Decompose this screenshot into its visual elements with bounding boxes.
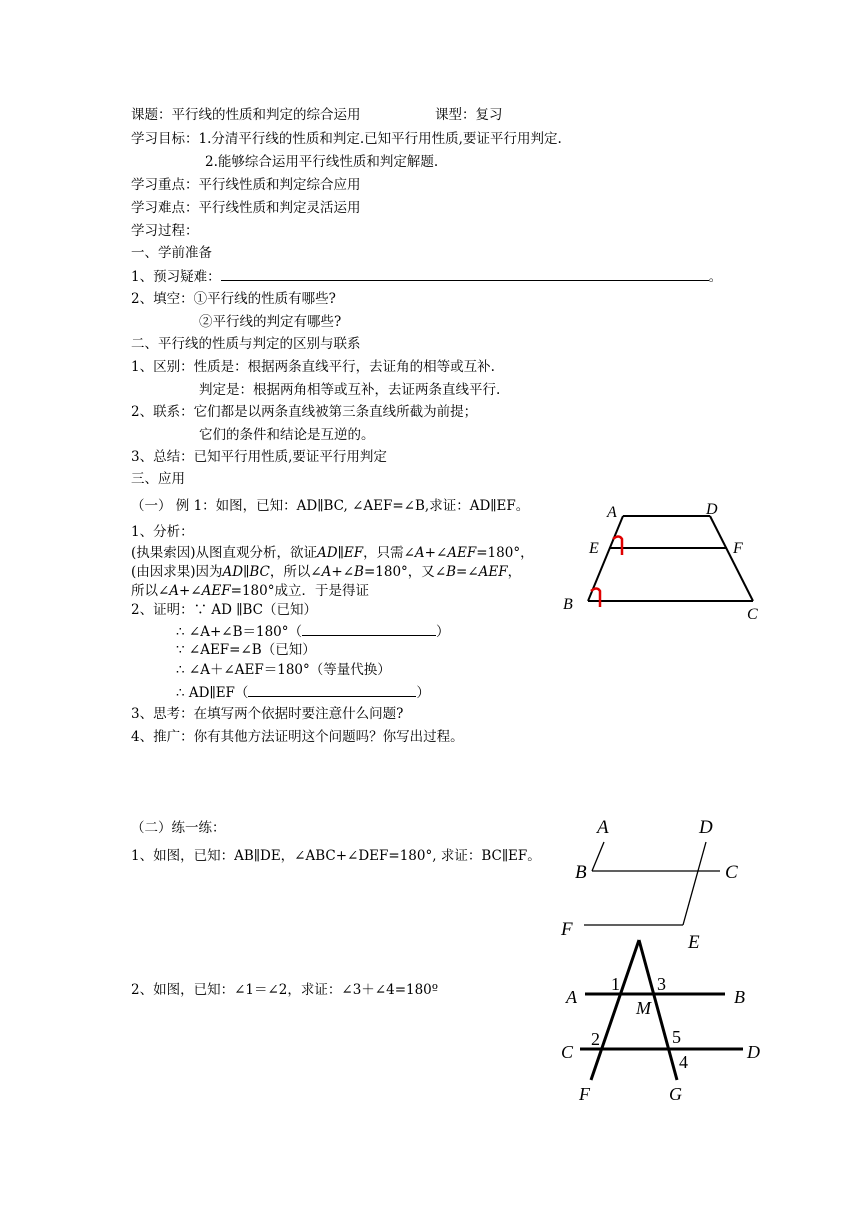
goals-label: 学习目标： bbox=[131, 131, 199, 147]
practice-title: （二）练一练： bbox=[131, 820, 226, 836]
figure-angles bbox=[555, 930, 775, 1110]
p1-post: ） bbox=[436, 624, 450, 640]
goal-1: 1.分清平行线的性质和判定.已知平行用性质,要证平行用判定. bbox=[198, 131, 562, 147]
label-a: A bbox=[566, 987, 577, 1007]
preview-blank[interactable] bbox=[221, 267, 709, 281]
label-c: C bbox=[561, 1042, 574, 1062]
a3-pre: 所以 bbox=[131, 583, 158, 599]
lesson-type: 课型：复习 bbox=[435, 107, 503, 123]
label-g: G bbox=[669, 1084, 682, 1104]
practice-question-1: 1、如图，已知：AB∥DE，∠ABC+∠DEF=180°, 求证：BC∥EF。 bbox=[131, 848, 541, 864]
a2-math-3: ∠B=∠AEF bbox=[434, 564, 508, 580]
goal-2: 2.能够综合运用平行线性质和判定解题. bbox=[205, 154, 439, 170]
label-c: C bbox=[747, 606, 758, 623]
p4-pre: ∴ AD∥EF（ bbox=[176, 685, 249, 701]
difficulty: 学习难点：平行线性质和判定灵活运用 bbox=[131, 200, 361, 216]
proof-step-2: ∵ ∠AEF=∠B（已知） bbox=[176, 642, 316, 658]
label-b: B bbox=[575, 862, 587, 883]
a2-mid-2: =180°，又 bbox=[363, 564, 435, 580]
label-b: B bbox=[734, 987, 745, 1007]
section-3-title: 三、应用 bbox=[131, 471, 185, 487]
label-f: F bbox=[733, 540, 743, 557]
label-c: C bbox=[725, 862, 738, 883]
fill-question-1: 2、填空：①平行线的性质有哪些? bbox=[131, 291, 336, 307]
label-angle-1: 1 bbox=[611, 974, 620, 994]
label-a: A bbox=[597, 817, 609, 838]
label-angle-2: 2 bbox=[591, 1029, 600, 1049]
label-e: E bbox=[688, 932, 700, 953]
label-d: D bbox=[706, 501, 718, 518]
reason-blank-1[interactable] bbox=[302, 622, 436, 636]
preview-label: 1、预习疑难： bbox=[131, 269, 221, 285]
difference-1: 1、区别：性质是：根据两条直线平行，去证角的相等或互补. bbox=[131, 359, 495, 375]
preview-question bbox=[131, 267, 722, 286]
label-f: F bbox=[579, 1084, 590, 1104]
label-d: D bbox=[747, 1042, 760, 1062]
difference-2: 判定是：根据两角相等或互补，去证两条直线平行. bbox=[199, 382, 501, 398]
analysis-line-1 bbox=[131, 544, 534, 562]
proof-step-1 bbox=[176, 622, 450, 641]
p4-post: ） bbox=[416, 685, 430, 701]
practice-question-2: 2、如图，已知：∠1＝∠2，求证：∠3＋∠4=180º bbox=[131, 982, 439, 998]
preview-end: 。 bbox=[708, 269, 723, 285]
a2-math-1: AD∥BC bbox=[222, 564, 270, 580]
label-e: E bbox=[589, 540, 599, 557]
think-question: 3、思考：在填写两个依据时要注意什么问题? bbox=[131, 706, 404, 722]
a2-math-2: ∠A+∠B bbox=[310, 564, 364, 580]
analysis-line-2 bbox=[131, 563, 521, 581]
goals-line-1 bbox=[131, 130, 562, 148]
angle-mark-b bbox=[591, 589, 600, 608]
connection-1: 2、联系：它们都是以两条直线被第三条直线所截为前提； bbox=[131, 404, 478, 420]
a2-post: ， bbox=[507, 564, 522, 580]
extend-question: 4、推广：你有其他方法证明这个问题吗？你写出过程。 bbox=[131, 729, 464, 745]
process-heading: 学习过程： bbox=[131, 223, 199, 239]
label-a: A bbox=[607, 504, 617, 521]
a1-math-1: AD∥EF bbox=[317, 545, 364, 561]
segment-de bbox=[683, 842, 706, 925]
label-angle-5: 5 bbox=[672, 1027, 681, 1047]
a1-post: =180°， bbox=[476, 545, 534, 561]
fill-question-2: ②平行线的判定有哪些? bbox=[199, 314, 342, 330]
proof-step-3: ∴ ∠A＋∠AEF＝180°（等量代换） bbox=[176, 662, 391, 678]
summary: 3、总结：已知平行用性质,要证平行用判定 bbox=[131, 449, 387, 465]
segment-dc bbox=[710, 516, 753, 601]
a1-math-2: ∠A+∠AEF bbox=[403, 545, 477, 561]
proof-step-4 bbox=[176, 683, 430, 702]
a1-pre: (执果索因)从图直观分析，欲证 bbox=[131, 545, 318, 561]
segment-ab bbox=[592, 842, 604, 871]
label-f: F bbox=[561, 919, 573, 940]
label-angle-4: 4 bbox=[679, 1052, 688, 1072]
reason-blank-2[interactable] bbox=[248, 683, 416, 697]
key-point: 学习重点：平行线性质和判定综合应用 bbox=[131, 177, 361, 193]
section-2-title: 二、平行线的性质与判定的区别与联系 bbox=[131, 336, 361, 352]
label-d: D bbox=[699, 817, 713, 838]
label-b: B bbox=[563, 596, 573, 613]
angle-mark-aef bbox=[613, 537, 622, 556]
a3-post: =180°成立．于是得证 bbox=[230, 583, 369, 599]
line-f bbox=[591, 940, 639, 1080]
a3-math-1: ∠A+∠AEF bbox=[158, 583, 231, 599]
example-1: （一） 例 1：如图，已知：AD∥BC, ∠AEF=∠B,求证：AD∥EF。 bbox=[131, 498, 530, 514]
analysis-title: 1、分析： bbox=[131, 524, 194, 540]
figure-trapezoid bbox=[555, 495, 775, 625]
p1-pre: ∴ ∠A+∠B＝180°（ bbox=[176, 624, 303, 640]
a2-mid: ，所以 bbox=[269, 564, 311, 580]
label-angle-3: 3 bbox=[657, 974, 666, 994]
a2-pre: (由因求果)因为 bbox=[131, 564, 223, 580]
connection-2: 它们的条件和结论是互逆的。 bbox=[199, 427, 375, 443]
a1-mid: ，只需 bbox=[363, 545, 404, 561]
proof-title: 2、证明：∵ AD ∥BC（已知） bbox=[131, 602, 317, 618]
label-m: M bbox=[636, 998, 651, 1018]
analysis-line-3 bbox=[131, 582, 369, 600]
section-1-title: 一、学前准备 bbox=[131, 245, 212, 261]
lesson-topic: 课题：平行线的性质和判定的综合运用 bbox=[131, 107, 361, 123]
